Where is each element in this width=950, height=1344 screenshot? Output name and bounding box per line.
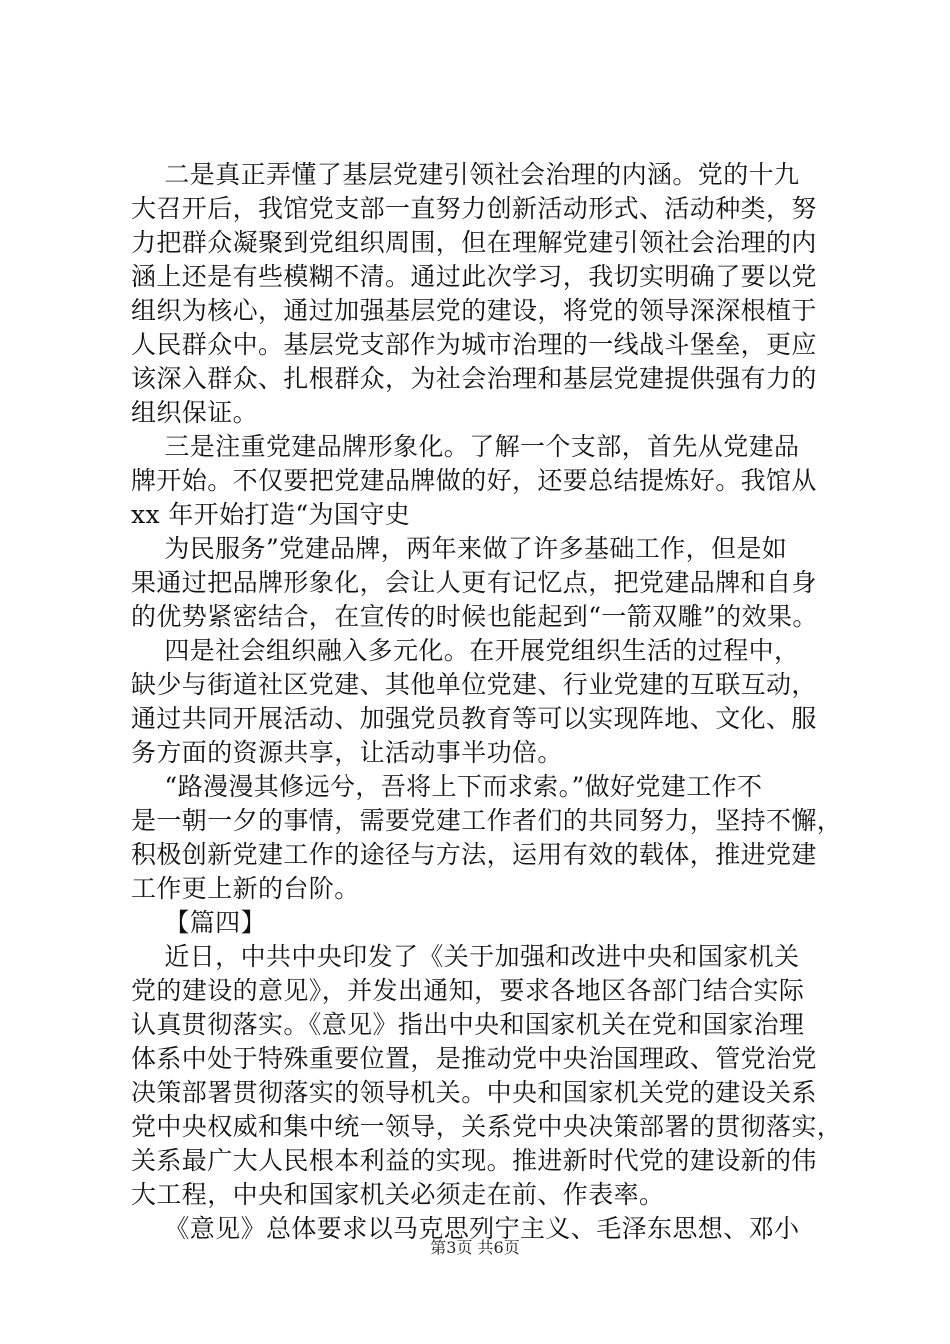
text-line: 缺少与街道社区党建、其他单位党建、行业党建的互联互动， — [131, 670, 817, 699]
text-line: 大召开后，我馆党支部一直努力创新活动形式、活动种类，努 — [131, 194, 817, 223]
text-line: 组织为核心，通过加强基层党的建设，将党的领导深深根植于 — [131, 296, 817, 325]
page-footer: 第3页 共6页 — [430, 1238, 520, 1257]
text-line: 四是社会组织融入多元化。在开展党组织生活的过程中， — [131, 636, 800, 665]
text-line: 近日，中共中央印发了《关于加强和改进中央和国家机关 — [131, 942, 800, 971]
text-line: 牌开始。不仅要把党建品牌做的好，还要总结提炼好。我馆从 — [131, 466, 817, 495]
text-line: 大工程，中央和国家机关必须走在前、作表率。 — [131, 1180, 665, 1209]
text-line: 力把群众凝聚到党组织周围，但在理解党建引领社会治理的内 — [131, 228, 817, 257]
text-line: 是一朝一夕的事情，需要党建工作者们的共同努力，坚持不懈， — [131, 806, 843, 835]
text-line: 果通过把品牌形象化，会让人更有记忆点，把党建品牌和自身 — [131, 568, 817, 597]
text-line: 《意见》总体要求以马克思列宁主义、毛泽东思想、邓小 — [131, 1214, 800, 1243]
text-line: xx 年开始打造“为国守史 — [131, 500, 411, 529]
text-line: 该深入群众、扎根群众，为社会治理和基层党建提供强有力的 — [131, 364, 817, 393]
text-line: 二是真正弄懂了基层党建引领社会治理的内涵。党的十九 — [131, 160, 800, 189]
text-line: 党中央权威和集中统一领导，关系党中央决策部署的贯彻落实， — [131, 1112, 843, 1141]
text-block-upper — [131, 158, 851, 634]
text-line: 三是注重党建品牌形象化。了解一个支部，首先从党建品 — [131, 432, 800, 461]
text-block-lower — [131, 634, 851, 1246]
text-line: 认真贯彻落实。《意见》指出中央和国家机关在党和国家治理 — [131, 1010, 805, 1039]
text-line: 党的建设的意见》，并发出通知，要求各地区各部门结合实际 — [131, 976, 805, 1005]
text-line: 【篇四】 — [131, 908, 266, 937]
text-line: 积极创新党建工作的途径与方法，运用有效的载体，推进党建 — [131, 840, 817, 869]
text-line: 的优势紧密结合，在宣传的时候也能起到“一箭双雕”的效果。 — [131, 602, 818, 631]
text-line: 决策部署贯彻落实的领导机关。中央和国家机关党的建设关系 — [131, 1078, 817, 1107]
text-line: 体系中处于特殊重要位置，是推动党中央治国理政、管党治党 — [131, 1044, 817, 1073]
text-line: 涵上还是有些模糊不清。通过此次学习，我切实明确了要以党 — [131, 262, 817, 291]
text-line: 组织保证。 — [131, 398, 259, 427]
text-line: 务方面的资源共享，让活动事半功倍。 — [131, 738, 563, 767]
text-line: “路漫漫其修远兮，吾将上下而求索。”做好党建工作不 — [131, 772, 763, 801]
text-line: 人民群众中。基层党支部作为城市治理的一线战斗堡垒，更应 — [131, 330, 817, 359]
text-line: 工作更上新的台阶。 — [131, 874, 360, 903]
text-line: 通过共同开展活动、加强党员教育等可以实现阵地、文化、服 — [131, 704, 817, 733]
text-line: 关系最广大人民根本利益的实现。推进新时代党的建设新的伟 — [131, 1146, 817, 1175]
text-line: 为民服务”党建品牌，两年来做了许多基础工作，但是如 — [131, 534, 788, 563]
